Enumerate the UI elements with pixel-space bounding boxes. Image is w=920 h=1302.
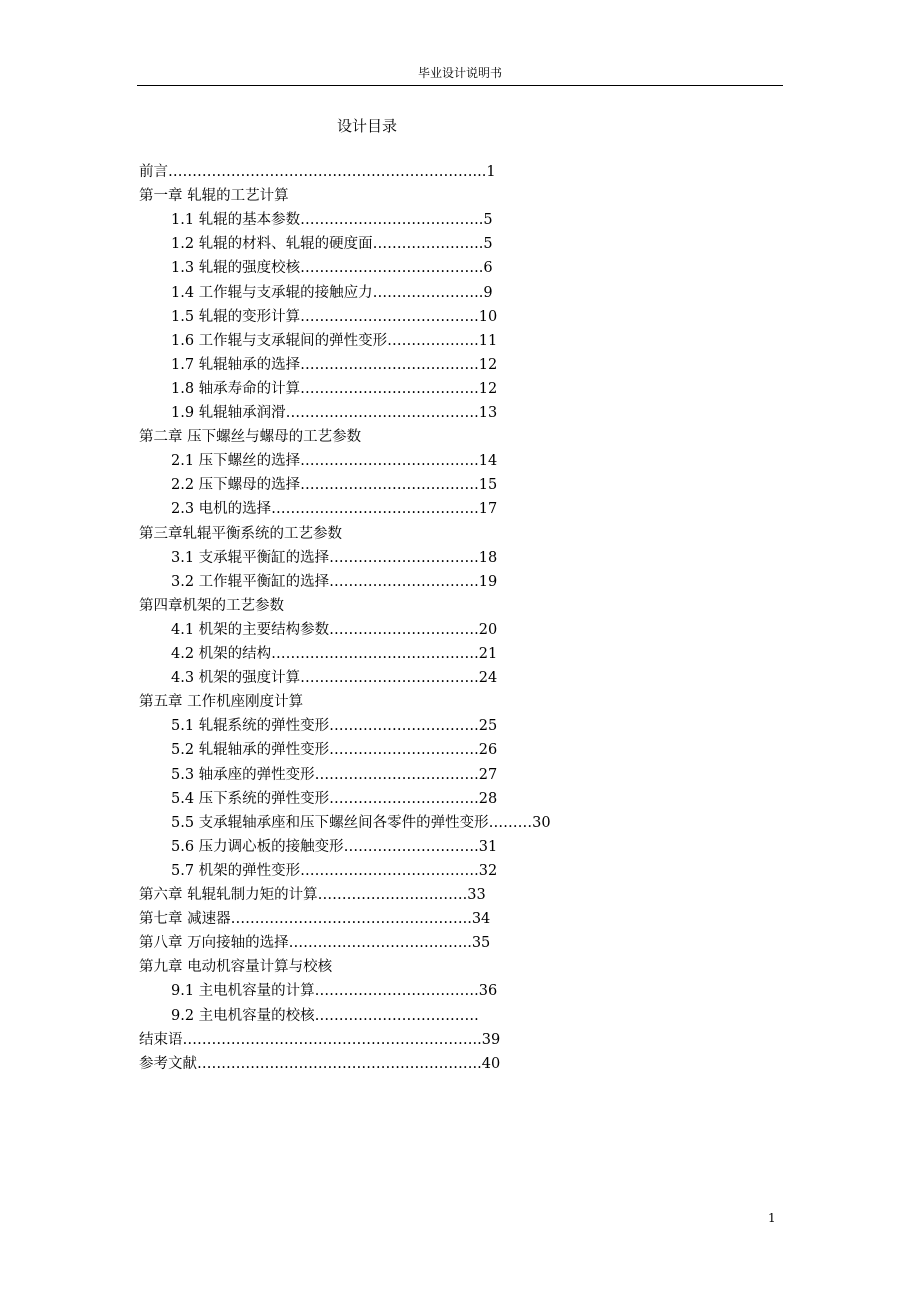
toc-section-entry: 9.1 主电机容量的计算…………………………….36 (171, 983, 498, 1000)
toc-section-entry: 1.1 轧辊的基本参数………………………………..5 (171, 212, 493, 229)
toc-section-entry: 1.5 轧辊的变形计算……………………………….10 (171, 308, 498, 325)
running-header: 毕业设计说明书 (417, 66, 502, 80)
toc-chapter-entry: 前言………………………………………………………...1 (139, 164, 496, 180)
toc-chapter-entry: 第一章 轧辊的工艺计算 (139, 188, 289, 205)
toc-section-entry: 2.1 压下螺丝的选择……………………………….14 (171, 453, 498, 470)
toc-section-entry: 9.2 主电机容量的校核……………………………. (171, 1007, 479, 1024)
toc-section-entry: 3.1 支承辊平衡缸的选择………………………….18 (171, 549, 498, 566)
toc-section-entry: 2.3 电机的选择…………………………………….17 (171, 501, 498, 518)
toc-section-entry: 5.6 压力调心板的接触变形……………………….31 (171, 838, 498, 855)
toc-section-entry: 1.8 轴承寿命的计算……………………………….12 (171, 380, 498, 397)
toc-section-entry: 1.2 轧辊的材料、轧辊的硬度面…………………..5 (171, 236, 493, 253)
toc-chapter-entry: 第三章轧辊平衡系统的工艺参数 (139, 525, 342, 542)
toc-section-entry: 4.3 机架的强度计算……………………………….24 (171, 670, 498, 687)
toc-chapter-entry: 第四章机架的工艺参数 (139, 597, 284, 614)
toc-chapter-entry: 第六章 轧辊轧制力矩的计算………………………….33 (139, 887, 486, 903)
toc-section-entry: 3.2 工作辊平衡缸的选择………………………….19 (171, 573, 498, 590)
toc-section-entry: 1.7 轧辊轴承的选择……………………………….12 (171, 356, 498, 373)
toc-chapter-entry: 第八章 万向接轴的选择………………………………..35 (139, 935, 491, 952)
toc-section-entry: 1.3 轧辊的强度校核………………………………..6 (171, 260, 493, 277)
toc-section-entry: 1.9 轧辊轴承润滑………………………………….13 (171, 405, 498, 421)
page-number: 1 (768, 1211, 776, 1225)
toc-section-entry: 4.2 机架的结构…………………………………….21 (171, 646, 498, 662)
toc-section-entry: 5.2 轧辊轴承的弹性变形………………………….26 (171, 742, 498, 759)
toc-chapter-entry: 第五章 工作机座刚度计算 (139, 694, 304, 711)
toc-section-entry: 5.4 压下系统的弹性变形………………………….28 (171, 790, 498, 807)
toc-section-entry: 4.1 机架的主要结构参数………………………….20 (171, 621, 498, 638)
toc-chapter-entry: 第七章 减速器…………………………………………..34 (139, 911, 491, 928)
toc-section-entry: 5.7 机架的弹性变形……………………………….32 (171, 862, 498, 879)
toc-section-entry: 2.2 压下螺母的选择……………………………….15 (171, 477, 498, 494)
toc-section-entry: 5.1 轧辊系统的弹性变形………………………….25 (171, 718, 498, 735)
toc-title: 设计目录 (336, 117, 397, 135)
toc-chapter-entry: 结束语……………………………………………………..39 (139, 1031, 501, 1048)
toc-chapter-entry: 第二章 压下螺丝与螺母的工艺参数 (139, 429, 362, 446)
toc-section-entry: 5.3 轴承座的弹性变形…………………………….27 (171, 766, 498, 783)
toc-chapter-entry: 第九章 电动机容量计算与校核 (139, 959, 333, 976)
toc-chapter-entry: 参考文献…………………………………………………..40 (139, 1055, 501, 1072)
toc-section-entry: 5.5 支承辊轴承座和压下螺丝间各零件的弹性变形………30 (171, 814, 551, 831)
toc-section-entry: 1.4 工作辊与支承辊的接触应力…………………..9 (171, 284, 493, 301)
toc-section-entry: 1.6 工作辊与支承辊间的弹性变形……………….11 (171, 332, 498, 349)
